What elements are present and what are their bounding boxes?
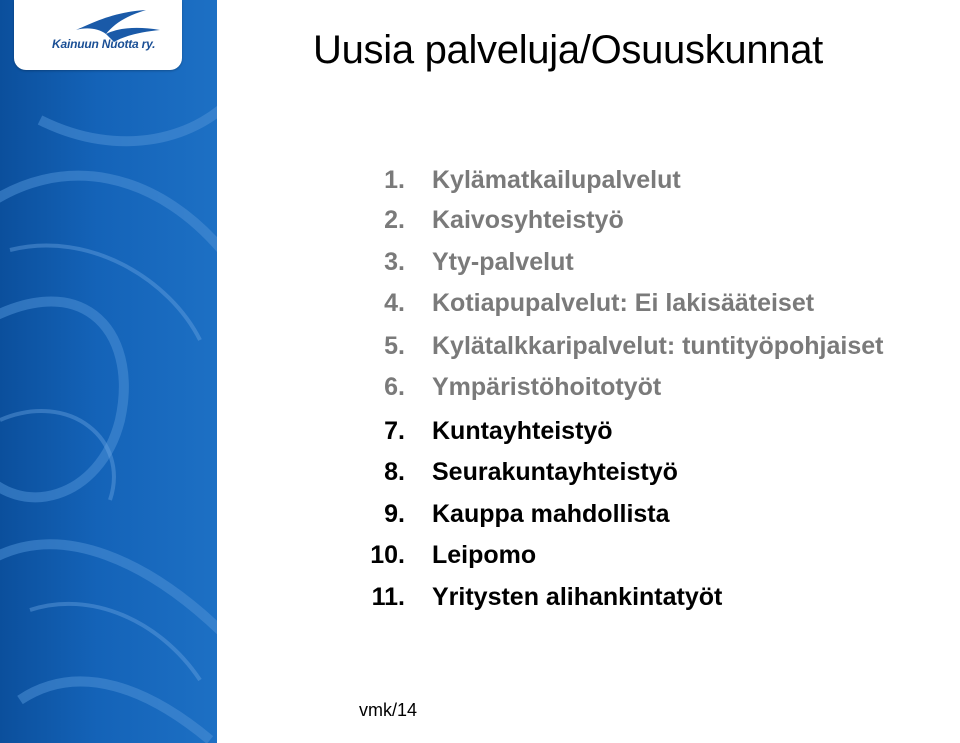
list-item-text: Kaivosyhteistyö (432, 206, 624, 234)
slide-title: Uusia palveluja/Osuuskunnat (313, 28, 823, 72)
list-item-text: Kylämatkailupalvelut (432, 166, 681, 194)
logo-text: Kainuun Nuotta ry. (52, 37, 156, 51)
bird-logo-icon (14, 0, 182, 70)
list-item-text: Kotiapupalvelut: Ei lakisääteiset (432, 289, 815, 317)
swirl-decoration-icon (0, 0, 217, 743)
list-item-number: 4. (384, 289, 405, 317)
list-item-number: 6. (384, 373, 405, 401)
list-item-number: 8. (384, 458, 405, 486)
list-item-number: 10. (370, 541, 405, 569)
list-item-text: Seurakuntayhteistyö (432, 458, 678, 486)
list-item-text: Ympäristöhoitotyöt (432, 373, 662, 401)
list-item-number: 2. (384, 206, 405, 234)
list-item-number: 11. (371, 583, 405, 611)
logo (14, 0, 182, 70)
list-item-text: Kylätalkkaripalvelut: tuntityöpohjaiset (432, 332, 884, 360)
list-item-number: 3. (384, 248, 405, 276)
list-item-number: 7. (384, 417, 405, 445)
list-item-text: Kauppa mahdollista (432, 500, 670, 528)
list-item-text: Kuntayhteistyö (432, 417, 613, 445)
list-item-text: Yritysten alihankintatyöt (432, 583, 723, 611)
list-item-number: 9. (384, 500, 405, 528)
list-item-text: Yty-palvelut (432, 248, 574, 276)
list-item-number: 1. (384, 166, 405, 194)
slide-footer-label: vmk/14 (359, 700, 418, 720)
list-item-number: 5. (384, 332, 405, 360)
list-item-text: Leipomo (432, 541, 537, 569)
side-decorative-band (0, 0, 217, 743)
